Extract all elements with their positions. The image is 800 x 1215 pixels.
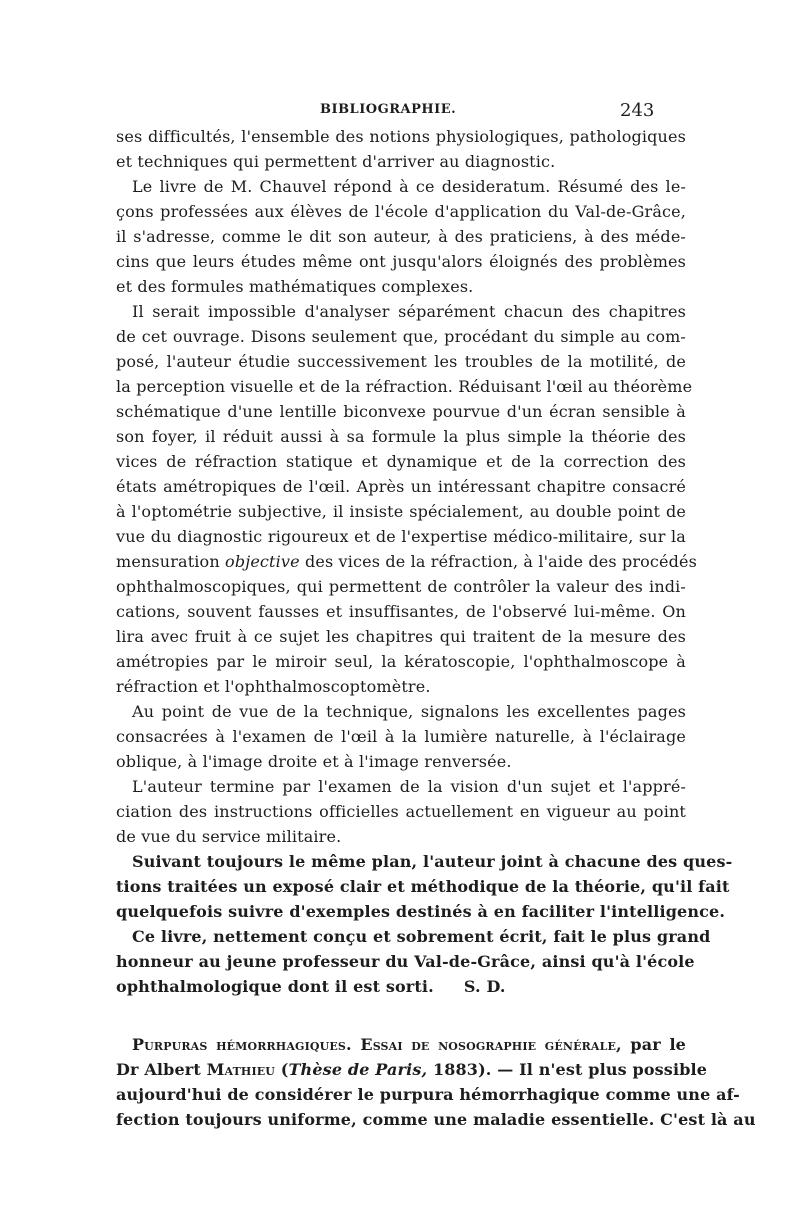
entry-author: Mathieu: [206, 1060, 276, 1079]
text-segment: (: [275, 1060, 289, 1079]
entry-title: Purpuras hémorrhagiques.: [132, 1035, 352, 1054]
text-line: de vue du service militaire.: [116, 827, 342, 846]
text-line: fection toujours uniforme, comme une maladie essentielle. C'est là au: [116, 1110, 756, 1129]
text-line: Suivant toujours le même plan, l'auteur joint à chacune des ques-: [132, 852, 733, 871]
page-number: 243: [620, 100, 655, 121]
text-line: L'auteur termine par l'examen de la vision d'un sujet et l'appré-: [132, 777, 686, 796]
text-line: la perception visuelle et de la réfraction. Réduisant l'œil au théorème: [116, 377, 693, 396]
text-line: cations, souvent fausses et insuffisantes, de l'observé lui-même. On: [116, 602, 686, 621]
text-line: vices de réfraction statique et dynamique et de la correction des: [116, 452, 686, 471]
text-line: posé, l'auteur étudie successivement les troubles de la motilité, de: [116, 352, 686, 371]
text-line: et techniques qui permettent d'arriver au diagnostic.: [116, 152, 556, 171]
text-line: Il serait impossible d'analyser séparément chacun des chapitres: [132, 302, 686, 321]
text-line: lira avec fruit à ce sujet les chapitres qui traitent de la mesure des: [116, 627, 686, 646]
text-line: états amétropiques de l'œil. Après un intéressant chapitre consacré: [116, 477, 686, 496]
entry-thesis: Thèse de Paris,: [288, 1060, 428, 1079]
text-line: quelquefois suivre d'exemples destinés à en faciliter l'intelligence.: [116, 902, 726, 921]
text-line: il s'adresse, comme le dit son auteur, à des praticiens, à des méde-: [116, 227, 686, 246]
text-segment: par le: [621, 1035, 687, 1054]
text-line: Ce livre, nettement conçu et sobrement écrit, fait le plus grand: [132, 927, 711, 946]
entry-subtitle: Essai de nosographie générale,: [360, 1035, 622, 1054]
body-text: [116, 124, 756, 1132]
text-line-mensuration: [116, 549, 698, 574]
text-line: consacrées à l'examen de l'œil à la lumière naturelle, à l'éclairage: [116, 727, 686, 746]
text-line: honneur au jeune professeur du Val-de-Grâce, ainsi qu'à l'école: [116, 952, 695, 971]
text-segment: Albert: [138, 1060, 207, 1079]
text-line: cins que leurs études même ont jusqu'alors éloignés des problèmes: [116, 252, 686, 271]
entry-heading-line: [116, 1032, 686, 1057]
text-segment: mensuration: [116, 552, 226, 571]
entry-author-line: [116, 1057, 708, 1082]
text-line: vue du diagnostic rigoureux et de l'expertise médico-militaire, sur la: [116, 527, 686, 546]
text-line: tions traitées un exposé clair et méthodique de la théorie, qu'il fait: [116, 877, 730, 896]
text-segment: des vices de la réfraction, à l'aide des procédés: [299, 552, 698, 571]
text-line: amétropies par le miroir seul, la kératoscopie, l'ophthalmoscope à: [116, 652, 686, 671]
text-line: ses difficultés, l'ensemble des notions physiologiques, pathologiques: [116, 127, 686, 146]
text-line-final: [116, 974, 686, 999]
italic-word: objective: [225, 552, 300, 571]
text-segment: Dr: [116, 1060, 139, 1079]
running-title: BIBLIOGRAPHIE.: [320, 102, 457, 117]
text-line: de cet ouvrage. Disons seulement que, procédant du simple au com-: [116, 327, 686, 346]
text-segment: 1883).: [427, 1060, 492, 1079]
text-line: aujourd'hui de considérer le purpura hémorrhagique comme une af-: [116, 1085, 740, 1104]
text-line: réfraction et l'ophthalmoscoptomètre.: [116, 677, 431, 696]
section-gap: [116, 999, 686, 1032]
text-line: çons professées aux élèves de l'école d'application du Val-de-Grâce,: [116, 202, 686, 221]
text-line: Le livre de M. Chauvel répond à ce desideratum. Résumé des le-: [132, 177, 686, 196]
page-header: [0, 100, 800, 124]
text-line: oblique, à l'image droite et à l'image renversée.: [116, 752, 512, 771]
text-line: ciation des instructions officielles actuellement en vigueur au point: [116, 802, 686, 821]
text-line: Au point de vue de la technique, signalons les excellentes pages: [132, 702, 686, 721]
text-line: son foyer, il réduit aussi à sa formule la plus simple la théorie des: [116, 427, 686, 446]
author-signature: S. D.: [463, 977, 506, 996]
text-line: schématique d'une lentille biconvexe pourvue d'un écran sensible à: [116, 402, 686, 421]
text-line: à l'optométrie subjective, il insiste spécialement, au double point de: [116, 502, 686, 521]
text-segment: ophthalmologique dont il est sorti.: [116, 977, 434, 996]
text-line: et des formules mathématiques complexes.: [116, 277, 474, 296]
text-segment: — Il n'est plus possible: [491, 1060, 708, 1079]
text-line: ophthalmoscopiques, qui permettent de contrôler la valeur des indi-: [116, 577, 686, 596]
